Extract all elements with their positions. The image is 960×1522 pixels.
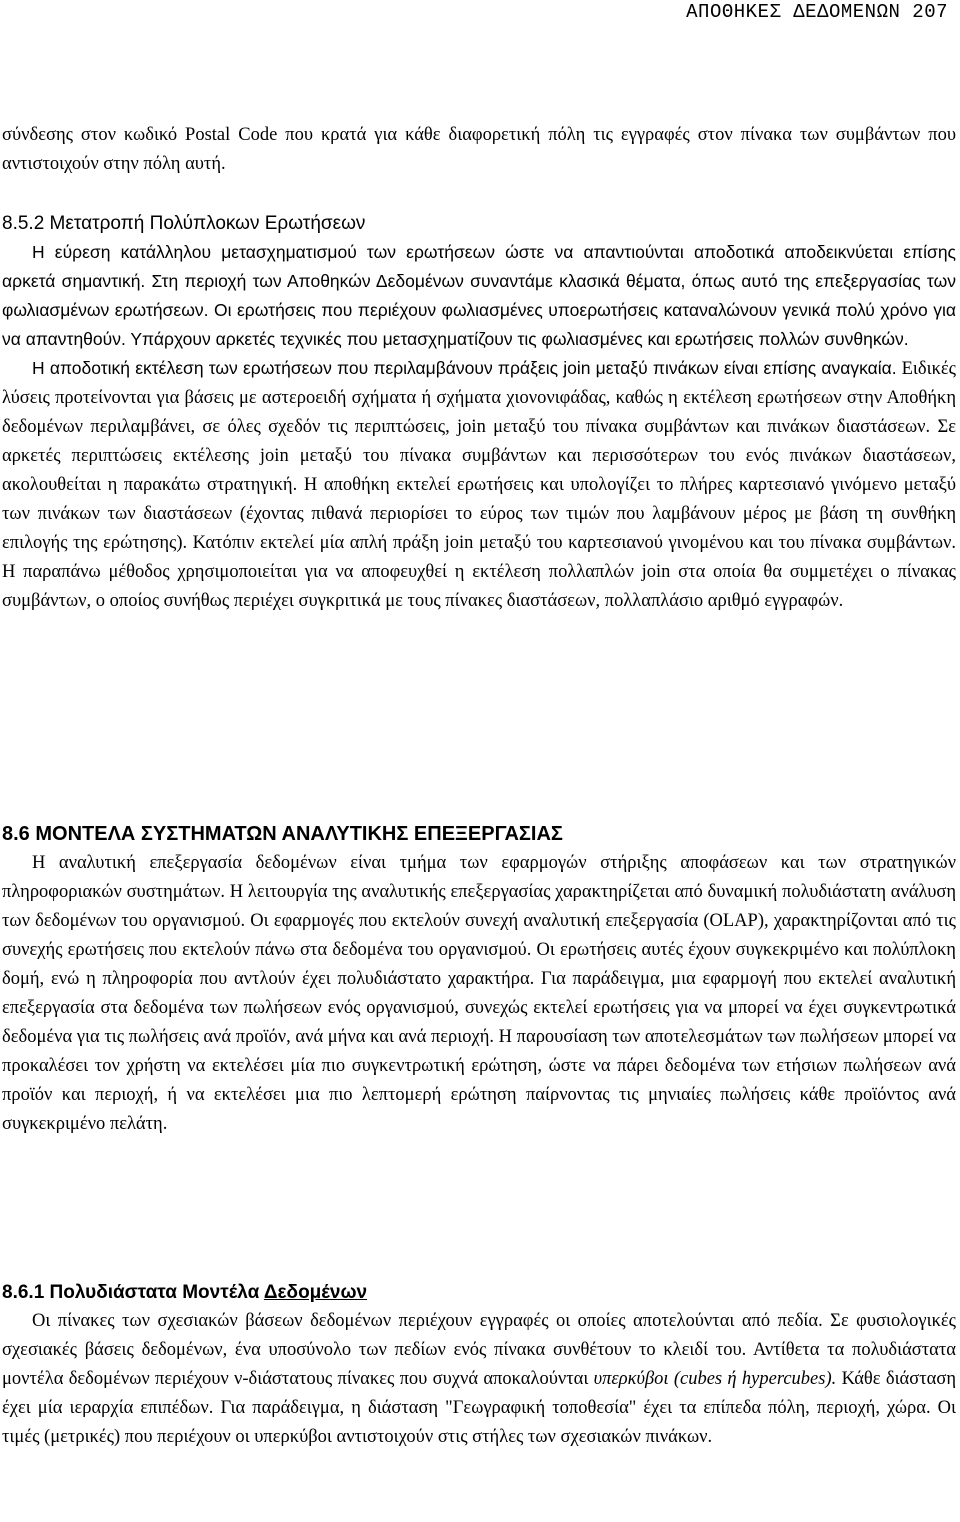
paragraph-8-5-2-a: Η εύρεση κατάλληλου μετασχηματισμού των ερωτήσεων ώστε να απαντιούνται αποδοτικά αποδεικνύεται επίσης αρκετά σημαντική. Στη περιοχή των Αποθηκών Δεδομένων συναντάμε κλασικά θέματα, όπως αυτό της επεξεργασίας των φωλιασμένων ερωτήσεων. Οι ερωτήσεις που περιέχουν φωλιασμένες υποερωτήσεις καταναλώνουν γενικά πολύ χρόνο για να απαντηθούν. Υπάρχουν αρκετές τεχνικές που μετασχηματίζουν τις φωλιασμένες και ερωτήσεις πολλών συνθηκών. bbox=[2, 242, 956, 349]
section-8-5-2 bbox=[2, 209, 956, 616]
paragraph-8-6-1-b: Κάθε διάσταση έχει μία ιεραρχία επιπέδων. Για παράδειγμα, η διάσταση "Γεωγραφική τοποθεσία" έχει τα επίπεδα πόλη, περιοχή, χώρα. Οι τιμές (μετρικές) που περιέχουν οι υπερκύβοι αντιστοιχούν στις στήλες των σχεσιακών πινάκων. bbox=[2, 1369, 956, 1447]
section-heading-8-5-2 bbox=[2, 209, 956, 238]
intro-block bbox=[2, 121, 956, 179]
paragraph-8-5-2-b-serif: Ειδικές λύσεις προτείνονται για βάσεις με αστεροειδή σχήματα ή σχήματα χιονονιφάδας, καθώς η εκτέλεση ερωτήσεων στην Αποθήκη δεδομένων περιλαμβάνει, σε όλες σχεδόν τις περιπτώσεις, join μεταξύ του πίνακα συμβάντων και πινάκων διαστάσεων. Σε αρκετές περιπτώσεις εκτέλεσης join μεταξύ του πίνακα συμβάντων και περισσότερων του ενός πινάκων διαστάσεων, ακολουθείται η παρακάτω στρατηγική. Η αποθήκη εκτελεί ερωτήσεις και υπολογίζει το πλήρες καρτεσιανό γινόμενο μεταξύ των πινάκων των διαστάσεων (έχοντας πιθανά περιορίσει το εύρος των τιμών που λαμβάνουν μέρος με βάση τη συνθήκη επιλογής της ερώτησης). Κατόπιν εκτελεί μία απλή πράξη join μεταξύ του καρτεσιανού γινομένου και του πίνακα συμβάντων. Η παραπάνω μέθοδος χρησιμοποιείται για να αποφευχθεί η εκτέλεση πολλαπλών join στα οποία θα συμμετέχει ο πίνακας συμβάντων, ο οποίος συνήθως περιέχει συγκριτικά με τους πίνακες διαστάσεων, πολλαπλάσιο αριθμό εγγραφών. bbox=[2, 359, 956, 611]
section-heading-8-6: 8.6 ΜΟΝΤΕΛΑ ΣΥΣΤΗΜΑΤΩΝ ΑΝΑΛΥΤΙΚΗΣ ΕΠΕΞΕΡΓΑΣΙΑΣ bbox=[2, 823, 563, 845]
section-title: Μετατροπή Πολύπλοκων Ερωτήσεων bbox=[49, 213, 366, 234]
heading-prefix: 8.6.1 Πολυδιάστατα Μοντέλα bbox=[2, 1282, 264, 1303]
paragraph-8-5-2-b-sans: Η αποδοτική εκτέλεση των ερωτήσεων που περιλαμβάνουν πράξεις join μεταξύ πινάκων είναι επίσης αναγκαία. bbox=[32, 358, 897, 378]
running-head: ΑΠΟΘΗΚΕΣ ΔΕΔΟΜΕΝΩΝ 207 bbox=[686, 1, 948, 23]
section-8-6-1 bbox=[2, 1278, 956, 1452]
paragraph-8-6: Η αναλυτική επεξεργασία δεδομένων είναι τμήμα των εφαρμογών στήριξης αποφάσεων και των στρατηγικών πληροφοριακών συστημάτων. Η λειτουργία της αναλυτικής επεξεργασίας χαρακτηρίζεται από δυναμική πολυδιάστατη ανάλυση των δεδομένων του οργανισμού. Οι εφαρμογές που εκτελούν συνεχή αναλυτική επεξεργασία (OLAP), χαρακτηρίζονται από τις συνεχής ερωτήσεις που εκτελούν πάνω στα δεδομένα του οργανισμού. Οι ερωτήσεις αυτές έχουν συγκεκριμένο και πολύπλοκη δομή, ενώ η πληροφορία που αντλούν έχει πολυδιάστατο χαρακτήρα. Για παράδειγμα, μια εφαρμογή που εκτελεί αναλυτική επεξεργασία στα δεδομένα των πωλήσεων ενός οργανισμού, συνεχώς εκτελεί ερωτήσεις για να μπορεί να έχει συγκεντρωτικά δεδομένα για τις πωλήσεις ανά προϊόν, ανά μήνα και ανά περιοχή. Η παρουσίαση των αποτελεσμάτων των πωλήσεων μπορεί να προκαλέσει τον χρήστη να εκτελέσει μία πιο συγκεντρωτική ερώτηση, ώστε να πάρει δεδομένα των ετήσιων πωλήσεων ανά προϊόν και περιοχή, ή να εκτελέσει μια πιο λεπτομερή ερώτηση παίρνοντας τις μηνιαίες πωλήσεις κάθε προϊόντος ανά συγκεκριμένο πελάτη. bbox=[2, 853, 956, 1134]
intro-paragraph: σύνδεσης στον κωδικό Postal Code που κρατά για κάθε διαφορετική πόλη τις εγγραφές στον πίνακα των συμβάντων που αντιστοιχούν στην πόλη αυτή. bbox=[2, 125, 956, 174]
paragraph-8-5-2-b bbox=[2, 354, 956, 616]
paragraph-8-6-1-a: Οι πίνακες των σχεσιακών βάσεων δεδομένων περιέχουν εγγραφές οι οποίες αποτελούνται από πεδία. Σε φυσιολογικές σχεσιακές βάσεις δεδομένων, ένα υποσύνολο των πεδίων ενός πίνακα συνθέτουν το κλειδί του. Αντίθετα τα πολυδιάστατα μοντέλα δεδομένων περιέχουν ν-διάστατους πίνακες που συχνά αποκαλούνται bbox=[2, 1311, 956, 1389]
paragraph-8-6-1-italic: υπερκύβοι (cubes ή hypercubes). bbox=[593, 1369, 837, 1389]
section-number: 8.5.2 bbox=[2, 213, 45, 234]
section-heading-8-6-1 bbox=[2, 1278, 956, 1307]
paragraph-8-6-1 bbox=[2, 1307, 956, 1452]
section-8-6 bbox=[2, 820, 956, 1139]
heading-underlined: Δεδομένων bbox=[263, 1282, 368, 1303]
